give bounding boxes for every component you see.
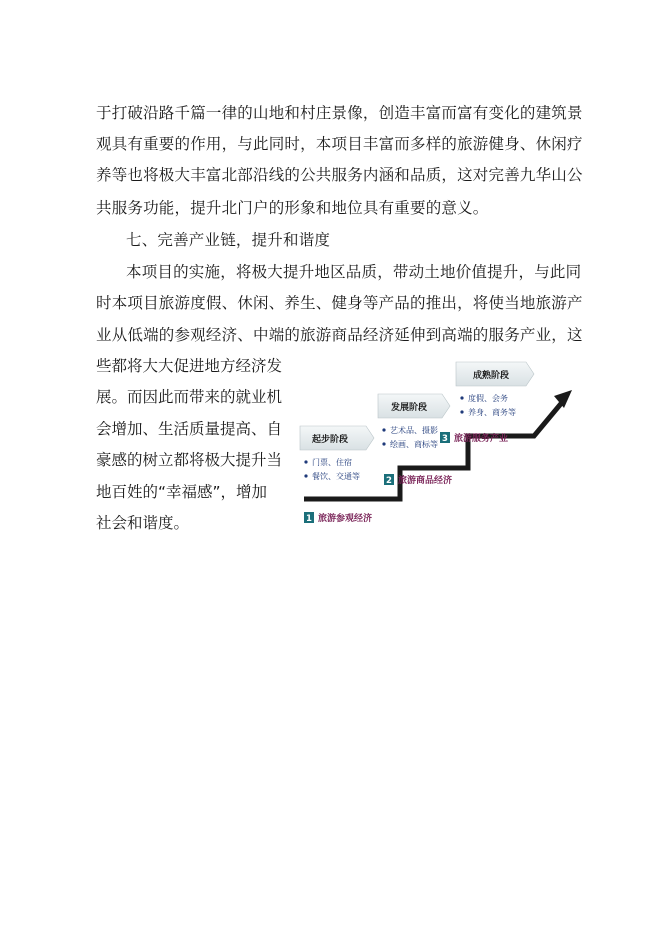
stage-3-item-2: 养身、商务等 — [468, 408, 516, 417]
level-2-label: 旅游商品经济 — [398, 476, 453, 486]
stage-3-item-1: 度假、会务 — [468, 394, 508, 403]
stage-1-item-1: 门票、住宿 — [312, 458, 352, 467]
stage-3-items — [460, 393, 516, 417]
stage-2-item-1: 艺术品、摄影 — [390, 426, 438, 435]
tourism-stages-diagram — [296, 356, 584, 532]
paragraph-2-wrap-line-1: 些都将大大促进地方经济发 — [96, 357, 283, 375]
stage-box-2 — [378, 394, 450, 418]
level-3-number: 3 — [442, 434, 448, 444]
level-1 — [304, 512, 372, 524]
paragraph-1-line-4: 共服务功能，提升北门户的形象和地位具有重要的意义。 — [96, 199, 489, 217]
paragraph-2-wrap-line-5: 地百姓的“幸福感”，增加 — [96, 483, 268, 501]
stage-1-item-2: 餐饮、交通等 — [312, 472, 360, 481]
level-3 — [440, 432, 508, 444]
paragraph-2-wrap-line-4: 豪感的树立都将极大提升当 — [96, 451, 283, 469]
paragraph-1-line-2: 观具有重要的作用，与此同时，本项目丰富而多样的旅游健身、休闲疗 — [96, 135, 583, 153]
paragraph-2-wrap-line-2: 展。而因此而带来的就业机 — [96, 388, 283, 406]
stage-label-2: 发展阶段 — [390, 403, 428, 413]
paragraph-1-line-1: 于打破沿路千篇一律的山地和村庄景像，创造丰富而富有变化的建筑景 — [96, 104, 583, 122]
paragraph-2-wrap-line-6: 社会和谐度。 — [96, 514, 190, 532]
stage-2-items — [382, 425, 438, 449]
paragraph-2-line-1: 本项目的实施，将极大提升地区品质，带动土地价值提升，与此同 — [126, 263, 582, 281]
level-2-number: 2 — [386, 476, 392, 486]
section-heading: 七、完善产业链，提升和谐度 — [126, 231, 331, 249]
level-3-label: 旅游服务产业 — [454, 434, 509, 444]
level-2 — [384, 474, 452, 486]
paragraph-2-line-3: 业从低端的参观经济、中端的旅游商品经济延伸到高端的服务产业，这 — [96, 326, 583, 344]
stage-box-1 — [300, 426, 374, 450]
stage-box-3 — [456, 362, 534, 386]
level-1-label: 旅游参观经济 — [318, 514, 373, 524]
paragraph-2-line-2: 时本项目旅游度假、休闲、养生、健身等产品的推出，将使当地旅游产 — [96, 294, 583, 312]
stage-label-1: 起步阶段 — [311, 435, 349, 445]
stage-2-item-2: 绘画、商标等 — [390, 440, 438, 449]
paragraph-2-wrap-line-3: 会增加、生活质量提高、自 — [96, 420, 283, 438]
level-1-number: 1 — [306, 514, 312, 524]
stage-1-items — [304, 457, 360, 481]
stage-label-3: 成熟阶段 — [472, 371, 510, 381]
paragraph-1-line-3: 养等也将极大丰富北部沿线的公共服务内涵和品质，这对完善九华山公 — [96, 166, 583, 184]
